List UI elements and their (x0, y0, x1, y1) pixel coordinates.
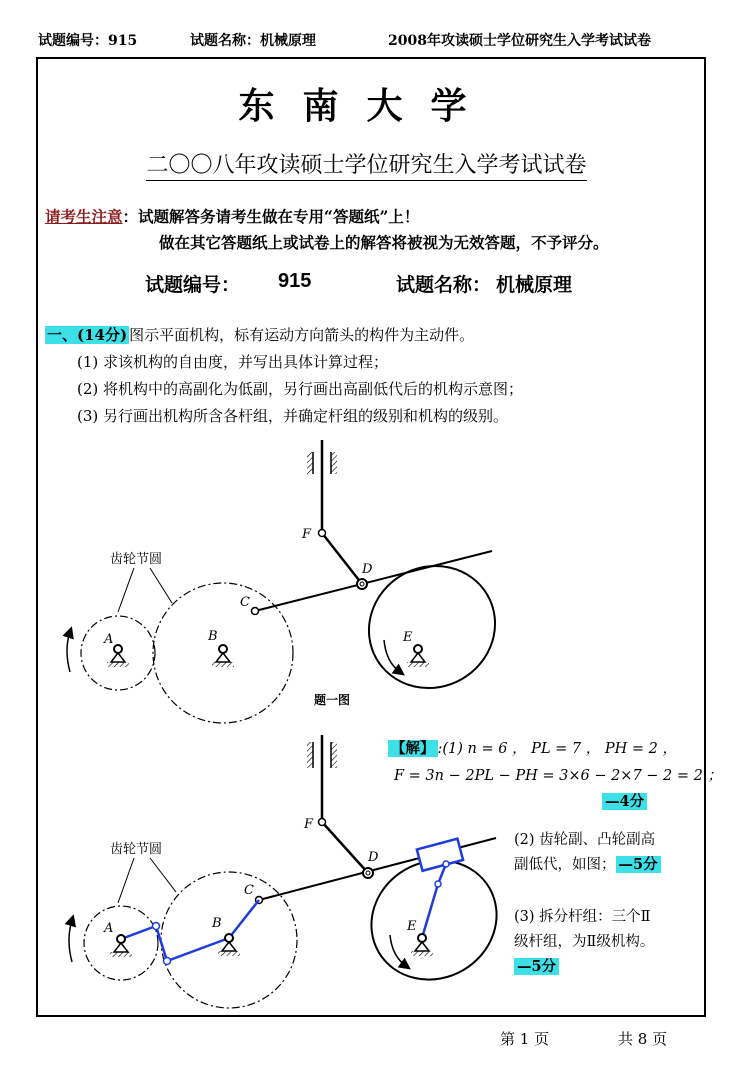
footer-total: 共 8 页 (618, 1030, 668, 1048)
meta-name-value: 机械原理 (496, 274, 573, 296)
meta-code-value: 915 (278, 270, 312, 292)
label-e: E (403, 630, 413, 645)
label-d-2: D (368, 850, 379, 865)
label-f: F (302, 527, 312, 542)
link-cd (255, 551, 492, 611)
pitch-label-1: 齿轮节圆 (110, 552, 163, 567)
question-item-1: (1) 求该机构的自由度，并写出具体计算过程； (77, 353, 389, 371)
solution-part-2b: 副低代，如图； —5分 (514, 853, 661, 874)
figure-caption: 题一图 (314, 693, 351, 707)
question-number: 一、(14分) (47, 326, 128, 344)
notice-block: 请考生注意：试题解答务请考生做在专用“答题纸”上！ 做在其它答题纸上或试卷上的解答将被视为无效答题，不予评分。 (45, 204, 609, 256)
link-fd-2 (322, 822, 368, 873)
low-pair-link-e (422, 884, 438, 938)
pivot-b-2 (218, 934, 240, 956)
link-fd (322, 533, 362, 584)
notice-line-1: 试题解答务请考生做在专用“答题纸”上！ (138, 207, 420, 226)
solution-score-1: —4分 (602, 790, 647, 811)
label-a: A (104, 632, 114, 647)
meta-name-label: 试题名称： (396, 274, 492, 296)
solution-part-3a: (3) 拆分杆组：三个Ⅱ (514, 909, 651, 925)
pivot-e (407, 645, 429, 667)
university-name: 东南大学 (238, 85, 495, 127)
question-item-3: (3) 另行画出机构所含各杆组，并确定杆组的级别和机构的级别。 (77, 407, 509, 425)
solution-part-2a: (2) 齿轮副、凸轮副高 (514, 832, 656, 848)
label-c-2: C (244, 883, 254, 898)
notice-line-2: 做在其它答题纸上或试卷上的解答将被视为无效答题，不予评分。 (159, 233, 609, 252)
label-a-2: A (104, 921, 114, 936)
label-c: C (240, 595, 250, 610)
header-name: 试题名称：机械原理 (190, 33, 316, 49)
solution-line-2: F = 3n − 2PL − PH = 3×6 − 2×7 − 2 = 2 ； (394, 768, 722, 784)
guide-hatch-left (307, 452, 313, 474)
header-title: 2008年攻读硕士学位研究生入学考试试卷 (388, 33, 651, 49)
solution-score-2: —5分 (616, 856, 661, 873)
pivot-a (107, 645, 129, 667)
solution-score-3: —5分 (514, 955, 559, 976)
question-item-2: (2) 将机构中的高副化为低副，另行画出高副低代后的机构示意图； (77, 380, 524, 398)
low-pair-slider (417, 839, 463, 871)
solution-tag: 【解】 (388, 740, 438, 757)
pivot-a-2 (110, 935, 132, 957)
label-e-2: E (407, 919, 417, 934)
pitch-label-2: 齿轮节圆 (110, 842, 163, 857)
joint-d (357, 579, 367, 589)
meta-code-label: 试题编号： (145, 274, 241, 296)
rotation-arrow-e (384, 640, 400, 672)
exam-title: 二〇〇八年攻读硕士学位研究生入学考试试卷 (0, 148, 733, 179)
solution-line-1: 【解】 :(1) n = 6 ， PL = 7 ， PH = 2 ， (388, 737, 677, 758)
notice-label: 请考生注意 (45, 207, 123, 226)
footer-page: 第 1 页 (500, 1030, 550, 1048)
figure-1 (67, 440, 517, 723)
solution-part-3b: 级杆组，为Ⅱ级机构。 (514, 934, 655, 950)
joint-c (252, 608, 259, 615)
question-text: 图示平面机构，标有运动方向箭头的构件为主动件。 (129, 326, 475, 344)
label-b-2: B (212, 916, 222, 931)
joint-f (319, 530, 326, 537)
label-f-2: F (304, 817, 314, 832)
label-d: D (362, 562, 373, 577)
label-b: B (208, 629, 218, 644)
pivot-b (212, 645, 234, 667)
pivot-e-2 (411, 934, 433, 956)
header-code: 试题编号：915 (38, 33, 138, 49)
drive-arrow-a (67, 632, 70, 672)
guide-hatch-right (331, 452, 337, 474)
